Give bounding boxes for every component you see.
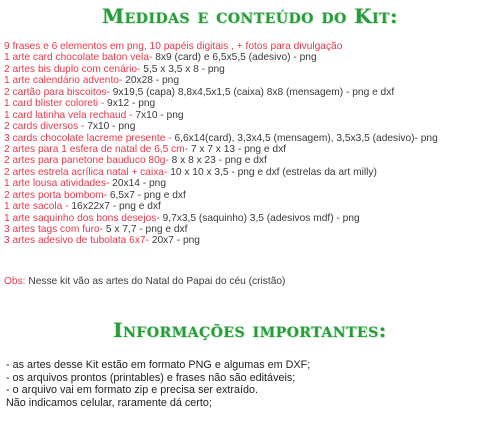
list-item: 2 artes bis duplo com cenário- 5,5 x 3,5 x 8 - png [4, 63, 225, 75]
list-item: 2 cards diversos - 7x10 - png [4, 121, 136, 133]
list-item: 1 arte saquinho dos bons desejos- 9,7x3,5 (saquinho) 3,5 (adesivos mdf) - png [4, 212, 360, 224]
list-item: 1 arte calendário advento- 20x28 - png [4, 75, 180, 87]
important-info-list [6, 359, 310, 409]
kit-items-list [4, 41, 498, 247]
obs-note [4, 276, 285, 287]
list-item: 1 arte lousa atividades- 20x14 - png [4, 178, 166, 190]
list-item: 1 card latinha vela rechaud - 7x10 - png [4, 109, 184, 121]
list-item: 1 card blister coloreti - 9x12 - png [4, 98, 156, 110]
list-item: 2 artes para 1 esfera de natal de 6,5 cm- 7 x 7 x 13 - png e dxf [4, 143, 287, 155]
info-line: - o arquivo vai em formato zip e precisa ser extraído. [6, 384, 259, 396]
list-item: 2 artes para panetone bauduco 80g- 8 x 8 x 23 - png e dxf [4, 155, 267, 167]
list-item: 2 artes estrela acrílica natal + caixa- 10 x 10 x 3,5 - png e dxf (estrelas da art milly) [4, 166, 377, 178]
list-item: 1 arte sacola - 16x22x7 - png e dxf [4, 201, 161, 213]
list-item: 1 arte card chocolate baton vela- 8x9 (card) e 6,5x5,5 (adesivo) - png [4, 52, 317, 64]
list-item: 2 cartão para biscoitos- 9x19,5 (capa) 8,8x4,5x1,5 (caixa) 8x8 (mensagem) - png e dxf [4, 86, 395, 98]
info-line: Não indicamos celular, raramente dá certo; [6, 396, 212, 409]
kit-contents-title: Medidas e conteúdo do Kit: [102, 4, 398, 28]
info-line: - as artes desse Kit estão em formato PNG e algumas em DXF; [6, 359, 311, 371]
list-item: 3 cards chocolate lacreme presente - 6,6x14(card), 3,3x4,5 (mensagem), 3,5x3,5 (adesivo)- png [4, 132, 438, 144]
list-item: 3 artes tags com furo- 5 x 7,7 - png e dxf [4, 224, 188, 235]
important-info-title: Informações importantes: [113, 318, 387, 342]
list-item: 9 frases e 6 elementos em png, 10 papéis digitais , + fotos para divulgação [4, 41, 343, 52]
obs-text: Nesse kit vão as artes do Natal do Papai do céu (cristão) [25, 276, 286, 287]
list-item: 3 artes adesivo de tubolata 6x7- 20x7 - png [4, 235, 200, 247]
list-item: 2 artes porta bombom- 6,5x7 - png e dxf [4, 189, 186, 201]
info-line: - os arquivos prontos (printables) e frases não são editáveis; [6, 371, 296, 384]
obs-label: Obs: [4, 276, 26, 287]
